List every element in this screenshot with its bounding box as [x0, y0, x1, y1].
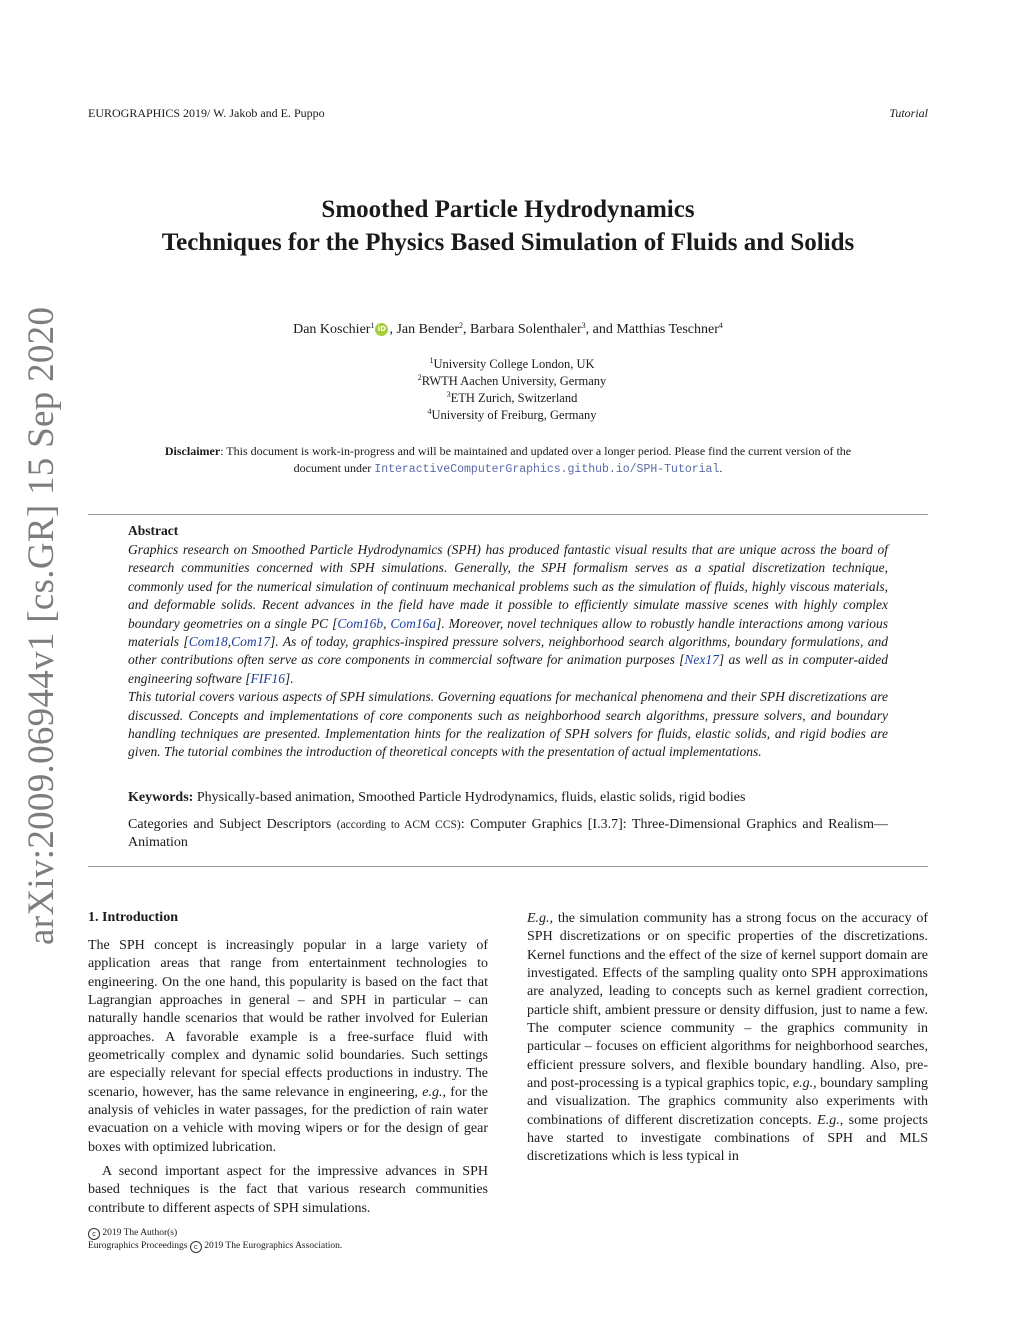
affiliation-sup: 2 — [417, 373, 422, 382]
body-text: The SPH concept is increasingly popular in a large variety of application areas that range from entertainment technologies to engineering. On the one hand, this popularity is based on the fact that Lagrangian approaches in general – and SPH in particular – can naturally handle scenarios that would be rather involved for Eulerian approaches. A favorable example is a free-surface fluid with geometrically complex and dynamic solid boundaries. Such settings are especially relevant for special effects productions in industry. The scenario, however, has the same relevance in engineering, — [88, 938, 488, 1100]
intro-paragraph-1 — [88, 937, 488, 1157]
citation-link[interactable]: Com17 — [231, 634, 271, 650]
intro-left-column — [88, 937, 488, 1218]
footer-text: 2019 The Author(s) — [100, 1228, 178, 1238]
citation-link[interactable]: FIF16 — [250, 670, 285, 686]
arxiv-identifier: arXiv:2009.06944v1 [cs.GR] 15 Sep 2020 — [21, 306, 62, 945]
author-affil-sup: 1 — [370, 321, 375, 330]
author-affil-sup: 2 — [459, 321, 464, 330]
categories-acm: (according to ACM CCS) — [336, 819, 461, 831]
intro-paragraph-2 — [88, 1163, 488, 1218]
body-text: A second important aspect for the impressive advances in SPH based techniques is the fact that various research communities contribute to different aspects of SPH simulations. — [88, 1164, 488, 1216]
tutorial-url-link[interactable]: InteractiveComputerGraphics.github.io/SPH-Tutorial — [374, 463, 720, 476]
author-name: Jan Bender — [396, 322, 460, 337]
affiliation — [0, 373, 1024, 390]
author-name: Matthias Teschner — [616, 322, 719, 337]
disclaimer-text: : This document is work-in-progress and will be maintained and updated over a longer period. Please find the current version of the document under — [220, 444, 852, 475]
body-text: , boundary sampling and visualization. The graphics community also experiments with combinations of different discretization concepts. — [527, 1076, 928, 1128]
affiliations — [0, 356, 1024, 424]
author-name: Barbara Solenthaler — [470, 322, 582, 337]
disclaimer-end: . — [719, 461, 723, 475]
abstract-text: ] as well as in computer-aided engineering software [ — [128, 652, 889, 686]
author-affil-sup: 3 — [581, 321, 586, 330]
divider-bottom — [88, 866, 928, 867]
running-header-right: Tutorial — [889, 106, 928, 120]
body-text: , some projects have started to investigate combinations of SPH and MLS discretizations which is less typical in — [527, 1112, 928, 1165]
intro-right-column — [527, 910, 928, 1167]
footer-line-2 — [88, 1240, 342, 1253]
section-heading-introduction: 1. Introduction — [88, 910, 178, 925]
keywords-label: Keywords: — [128, 790, 194, 805]
body-text: , the simulation community has a strong focus on the accuracy of SPH discretizations or on specific properties of the discretizations. Kernel functions and the effect of the size of kernel support domain are investigated. Effects of the sampling quality onto SPH approximations are analyzed, leading to concepts such as kernel gradient correction, particle shift, ambient pressure or density diffusion, just to name a few. The computer science community – the graphics community in particular – focuses on efficient algorithms for neighborhood searches, efficient pressure solvers, and flexible boundary handling. Also, pre- and post-processing is a typical graphics topic, — [527, 911, 928, 1092]
orcid-icon[interactable]: iD — [375, 323, 388, 336]
body-emphasis: E.g. — [817, 1112, 840, 1128]
copyright-icon: c — [88, 1228, 100, 1240]
body-emphasis: e.g. — [422, 1084, 443, 1100]
citation-link[interactable]: Com16a — [390, 615, 437, 631]
abstract-text: , — [383, 615, 391, 631]
body-emphasis: E.g. — [527, 911, 550, 926]
author-separator: , — [463, 322, 471, 337]
footer-text: 2019 The Eurographics Association. — [201, 1241, 343, 1251]
abstract-paragraph-1 — [128, 541, 888, 688]
footer-line-1 — [88, 1227, 342, 1240]
abstract-text: ]. As of today, graphics-inspired pressure solvers, neighborhood search algorithms, boundary formulations, and other contributions often serve as core components in commercial software for animation purposes [ — [128, 634, 888, 668]
affiliation-text: RWTH Aachen University, Germany — [421, 374, 607, 388]
affiliation — [0, 390, 1024, 407]
copyright-footer — [88, 1227, 342, 1253]
categories — [128, 816, 888, 852]
abstract-paragraph-2: This tutorial covers various aspects of SPH simulations. Governing equations for mechanical phenomena and their SPH discretizations are discussed. Concepts and implementations of core components such as neighborhood search algorithms, pressure solvers, and boundary handling techniques are presented. Implementation hints for the realization of SPH solvers for fluids, elastic solids, and rigid bodies are given. The tutorial combines the introduction of theoretical concepts with the presentation of actual implementations. — [128, 689, 888, 760]
running-header-left: EUROGRAPHICS 2019/ W. Jakob and E. Puppo — [88, 106, 325, 120]
affiliation — [0, 407, 1024, 424]
disclaimer-label: Disclaimer — [164, 444, 221, 458]
disclaimer — [150, 443, 866, 478]
paper-title-line-1: Smoothed Particle Hydrodynamics — [321, 196, 695, 223]
footer-text: Eurographics Proceedings — [88, 1241, 190, 1251]
affiliation-sup: 3 — [446, 390, 451, 399]
affiliation-text: University of Freiburg, Germany — [431, 408, 597, 422]
keywords — [128, 789, 888, 807]
citation-link[interactable]: Com16b — [337, 615, 384, 631]
abstract-text: ]. Moreover, novel techniques allow to robustly handle interactions among various materials [ — [128, 615, 889, 650]
citation-link[interactable]: Com18 — [188, 634, 228, 650]
author-name: Dan Koschier — [293, 322, 371, 337]
affiliation-text: ETH Zurich, Switzerland — [450, 391, 578, 405]
abstract-body — [128, 541, 888, 762]
paper-title-line-2: Techniques for the Physics Based Simulation of Fluids and Solids — [161, 229, 855, 256]
copyright-icon: c — [190, 1241, 202, 1253]
abstract-text: , — [227, 634, 232, 650]
abstract-text: Graphics research on Smoothed Particle Hydrodynamics (SPH) has produced fantastic visual results that are unique across the board of research communities concerned with SPH simulations. Generally, the SPH formalism serves as a spatial discretization technique, commonly used for the numerical simulation of continuum mechanical problems such as the simulation of fluids, highly viscous materials, and deformable solids. Recent advances in the field have made it possible to efficiently simulate massive scenes with highly complex boundary geometries on a single PC [ — [128, 542, 888, 631]
keywords-text: Physically-based animation, Smoothed Particle Hydrodynamics, fluids, elastic solids, rigid bodies — [193, 790, 746, 805]
body-emphasis: e.g. — [792, 1076, 814, 1092]
author-list — [0, 322, 1016, 338]
categories-text: : Computer Graphics [I.3.7]: Three-Dimensional Graphics and Realism—Animation — [128, 817, 888, 850]
affiliation-sup: 1 — [429, 356, 434, 365]
divider-top — [88, 514, 928, 515]
author-separator: , and — [585, 322, 617, 337]
body-text: , for the analysis of vehicles in water passages, for the prediction of rain water evacuation on a vehicle with moving wipers or for the design of gear boxes with optimized lubrication. — [88, 1084, 488, 1155]
citation-link[interactable]: Nex17 — [684, 652, 719, 668]
categories-label: Categories and Subject Descriptors — [128, 817, 337, 832]
author-affil-sup: 4 — [718, 321, 723, 330]
author-separator: , — [389, 322, 397, 337]
abstract-heading: Abstract — [128, 523, 179, 538]
abstract-text: ]. — [285, 670, 294, 686]
intro-paragraph-2-cont — [527, 910, 928, 1167]
affiliation-text: University College London, UK — [433, 357, 595, 371]
affiliation — [0, 356, 1024, 373]
affiliation-sup: 4 — [427, 407, 432, 416]
